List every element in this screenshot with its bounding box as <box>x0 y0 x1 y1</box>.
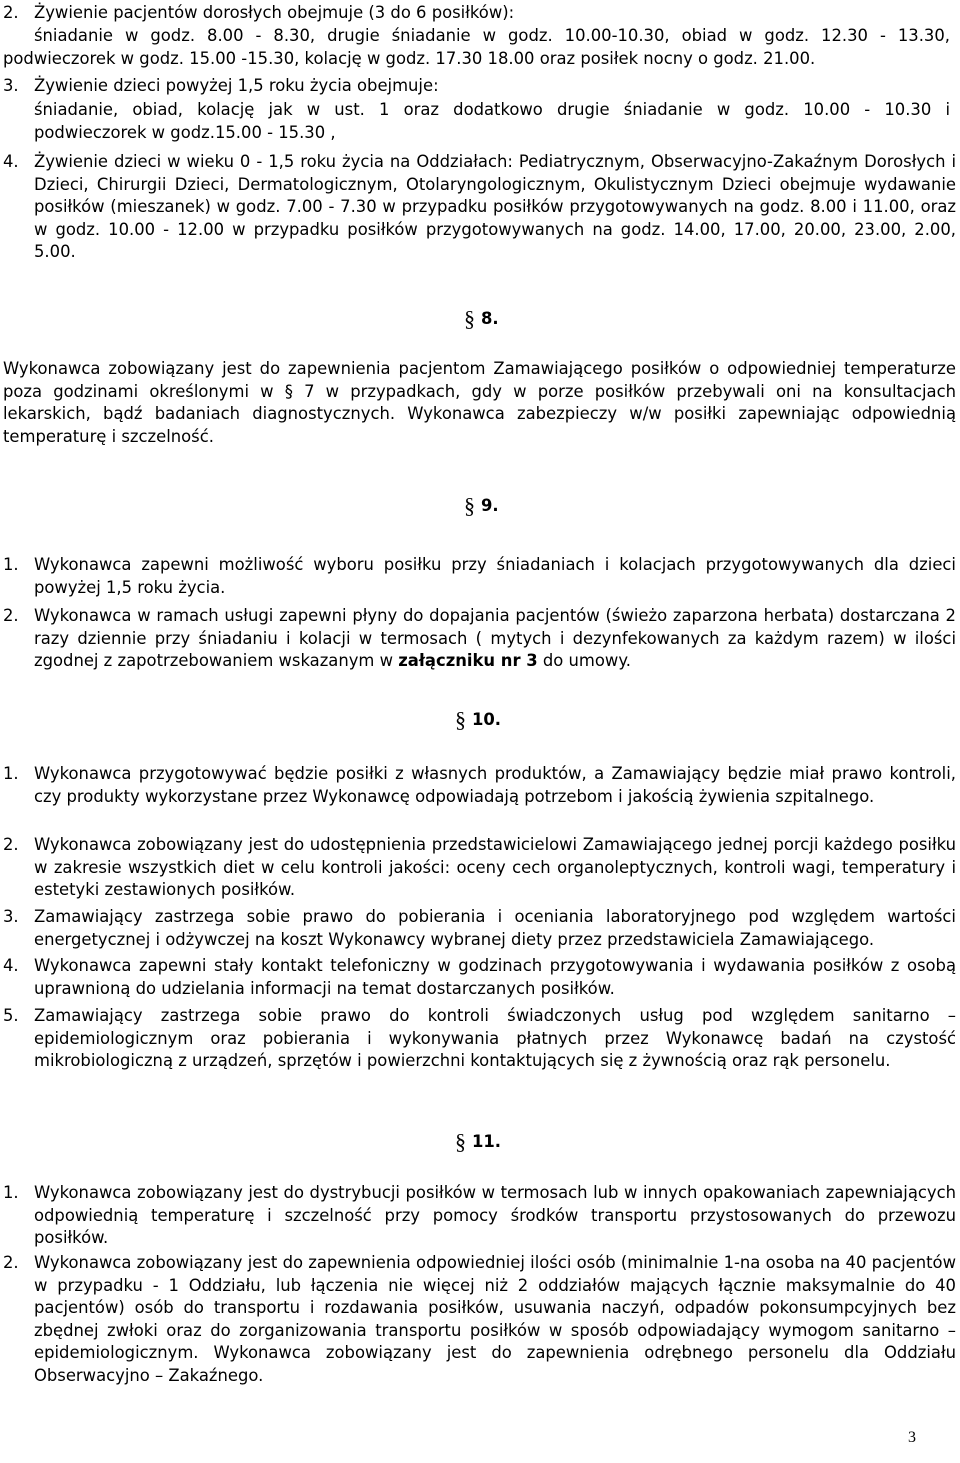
section-11-title: 11. <box>472 1132 502 1151</box>
item-2-number: 2. <box>3 3 19 22</box>
section-symbol: § <box>464 493 475 518</box>
section-10-item-2-text: Wykonawca zobowiązany jest do udostępnienia przedstawicielowi Zamawiającego jednej porcji każdego posiłku w zakresie wszystkich diet w celu kontroli jakości: oceny cech organoleptycznych, kontroli wagi, temperatury i estetyki zestawionych posiłków. <box>34 835 956 900</box>
section-11-heading <box>455 1131 501 1154</box>
section-9-heading <box>464 495 499 518</box>
page-number: 3 <box>908 1429 916 1446</box>
section-11-item-2-number: 2. <box>3 1253 19 1272</box>
section-10-item-1-number: 1. <box>3 764 19 783</box>
section-11-item-1-text: Wykonawca zobowiązany jest do dystrybucji posiłków w termosach lub w innych opakowaniach zapewniających odpowiednią temperaturę i szczelność przy pomocy środków transportu przystosowanych do przewozu posiłków. <box>34 1183 956 1248</box>
section-11-item-2-text: Wykonawca zobowiązany jest do zapewnienia odpowiedniej ilości osób (minimalnie 1-na osoba na 40 pacjentów w przypadku - 1 Oddziału, lub łączenia nie więcej niż 2 oddziałów mających łącznie maksymalnie do 40 pacjentów) osób do transportu i rozdawania posiłków, usuwania naczyń, odpadów pokonsumpcyjnych bez zbędnej zwłoki oraz do zorganizowania transportu posiłków w sposób odpowiadający wymogom sanitarno – epidemiologicznym. Wykonawca zobowiązany jest do zapewnienia odrębnego personelu dla Oddziału Obserwacyjno – Zakaźnego. <box>34 1253 956 1385</box>
section-10-item-2-number: 2. <box>3 835 19 854</box>
section-10-item-5-text: Zamawiający zastrzega sobie prawo do kontroli świadczonych usług pod względem sanitarno – epidemiologicznym oraz pobierania i wykonywania płatnych przez Wykonawcę badań na czystość mikrobiologiczną z urządzeń, sprzętów i powierzchni kontaktujących się z żywnością oraz rąk personelu. <box>34 1006 956 1071</box>
item-3-line-1: Żywienie dzieci powyżej 1,5 roku życia obejmuje: <box>34 76 439 95</box>
item-3-number: 3. <box>3 76 19 95</box>
section-10-title: 10. <box>472 710 502 729</box>
item-2-line-2: śniadanie w godz. 8.00 - 8.30, drugie śniadanie w godz. 10.00-10.30, obiad w godz. 12.30 - 13.30, <box>34 26 950 45</box>
section-10-item-1-text: Wykonawca przygotowywać będzie posiłki z własnych produktów, a Zamawiający będzie miał prawo kontroli, czy produkty wykorzystane przez Wykonawcę odpowiadają potrzebom i jakością żywienia szpitalnego. <box>34 764 956 806</box>
section-10-item-4-text: Wykonawca zapewni stały kontakt telefoniczny w godzinach przygotowywania i wydawania posiłków z osobą uprawnioną do udzielania informacji na temat dostarczanych posiłków. <box>34 956 956 998</box>
item-4-text: Żywienie dzieci w wieku 0 - 1,5 roku życia na Oddziałach: Pediatrycznym, Obserwacyjno-Zakaźnym Dorosłych i Dzieci, Chirurgii Dzieci, Dermatologicznym, Otolaryngologicznym, Okulistycznym Dzieci obejmuje wydawanie posiłków (mieszanek) w godz. 7.00 - 7.30 w przypadku posiłków przygotowywanych na godz. 8.00 i 11.00, oraz w godz. 10.00 - 12.00 w przypadku posiłków przygotowywanych na godz. 14.00, 17.00, 20.00, 23.00, 2.00, 5.00. <box>34 152 956 262</box>
section-9-item-1-number: 1. <box>3 555 19 574</box>
item-3-line-3: podwieczorek w godz.15.00 - 15.30 , <box>34 123 336 142</box>
section-9-item-2-number: 2. <box>3 606 19 625</box>
section-8-heading <box>464 308 499 331</box>
section-9-item-2-body: Wykonawca w ramach usługi zapewni płyny do dopajania pacjentów (świeżo zaparzona herbata) dostarczana 2 razy dziennie przy śniadaniu i kolacji w termosach ( mytych i dezynfekowanych za każdym razem) w ilości zgodnej z zapotrzebowaniem wskazanym w <box>34 606 956 671</box>
section-9-item-1-text: Wykonawca zapewni możliwość wyboru posiłku przy śniadaniach i kolacjach przygotowywanych dla dzieci powyżej 1,5 roku życia. <box>34 555 956 597</box>
item-2-line-1: Żywienie pacjentów dorosłych obejmuje (3 do 6 posiłków): <box>34 3 515 22</box>
section-symbol: § <box>464 306 475 331</box>
section-10-item-4-number: 4. <box>3 956 19 975</box>
section-9-item-2-tail: do umowy. <box>542 651 631 671</box>
section-11-item-1-number: 1. <box>3 1183 19 1202</box>
section-10-item-5-number: 5. <box>3 1006 19 1025</box>
section-10-item-3-text: Zamawiający zastrzega sobie prawo do pobierania i oceniania laboratoryjnego pod względem wartości energetycznej i odżywczej na koszt Wykonawcy wybranej diety przez przedstawiciela Zamawiającego. <box>34 907 956 949</box>
attachment-reference: załączniku nr 3 <box>398 651 538 671</box>
section-9-item-2-text <box>34 605 956 673</box>
section-10-heading <box>455 709 501 732</box>
item-4-number: 4. <box>3 152 19 171</box>
section-8-text: Wykonawca zobowiązany jest do zapewnienia pacjentom Zamawiającego posiłków o odpowiedniej temperaturze poza godzinami określonymi w § 7 w przypadkach, gdy w porze posiłków przebywali oni na konsultacjach lekarskich, bądź badaniach diagnostycznych. Wykonawca zabezpieczy w/w posiłki zapewniając odpowiednią temperaturę i szczelność. <box>3 359 956 446</box>
section-symbol: § <box>455 707 466 732</box>
item-2-line-3: podwieczorek w godz. 15.00 -15.30, kolację w godz. 17.30 18.00 oraz posiłek nocny o godz. 21.00. <box>3 49 816 68</box>
section-8-title: 8. <box>481 309 499 328</box>
section-10-item-3-number: 3. <box>3 907 19 926</box>
section-symbol: § <box>455 1129 466 1154</box>
item-3-line-2: śniadanie, obiad, kolację jak w ust. 1 oraz dodatkowo drugie śniadanie w godz. 10.00 - 10.30 i <box>34 100 950 119</box>
section-9-title: 9. <box>481 496 499 515</box>
